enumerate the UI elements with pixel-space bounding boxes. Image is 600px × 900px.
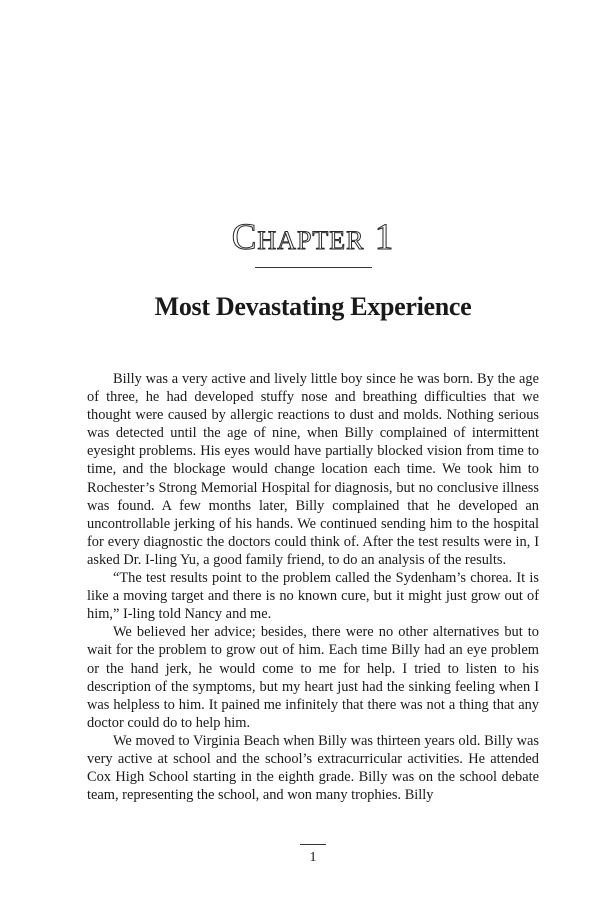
paragraph: “The test results point to the problem called the Sydenham’s chorea. It is like a moving target and there is no known cure, but it might just grow out of him,” I-ling told Nancy and me. — [87, 570, 539, 623]
body-text — [87, 370, 539, 804]
chapter-title: Most Devastating Experience — [154, 292, 472, 321]
paragraph: We moved to Virginia Beach when Billy was thirteen years old. Billy was very active at school and the school’s extracurricular activities. He attended Cox High School starting in the eighth grade. Billy was on the school debate team, representing the school, and won many trophies. Billy — [87, 732, 539, 804]
paragraph: We believed her advice; besides, there were no other alternatives but to wait for the problem to grow out of him. Each time Billy had an eye problem or the hand jerk, he would come to me for help. I tried to listen to his description of the symptoms, but my heart just had the sinking feeling when I was helpless to him. It pained me infinitely that there was not a thing that any doctor could do to help him. — [87, 624, 539, 731]
page-number: 1 — [309, 850, 317, 865]
page-number-rule — [300, 844, 326, 845]
chapter-divider-rule — [255, 267, 372, 268]
paragraph: Billy was a very active and lively little boy since he was born. By the age of three, he had developed stuffy nose and breathing difficulties that we thought were caused by allergic reactions to dust and molds. Nothing serious was detected until the age of nine, when Billy complained of intermittent eyesight problems. His eyes would have partially blocked vision from time to time, and the blockage would change location each time. We took him to Rochester’s Strong Memorial Hospital for diagnosis, but no conclusive illness was found. A few months later, Billy complained that he developed an uncontrollable jerking of his hands. We continued sending him to the hospital for every diagnostic the doctors could think of. After the test results were in, I asked Dr. I-ling Yu, a good family friend, to do an analysis of the results. — [87, 371, 539, 568]
chapter-heading — [0, 218, 600, 258]
chapter-label: Chapter 1 — [231, 217, 395, 258]
